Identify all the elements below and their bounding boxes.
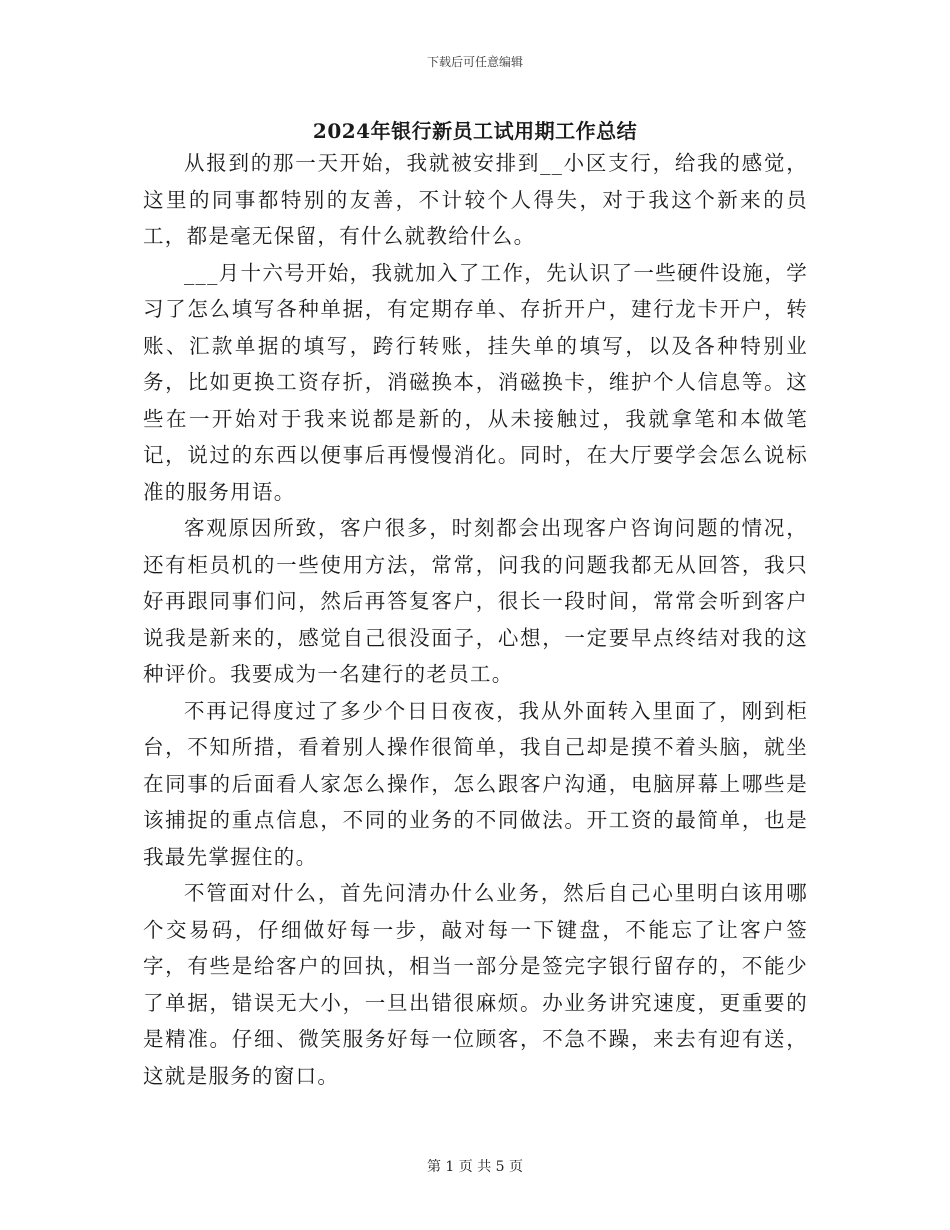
header-note: 下载后可任意编辑 [426, 55, 523, 69]
paragraph: ___月十六号开始，我就加入了工作，先认识了一些硬件设施，学习了怎么填写各种单据，有定期存单、存折开户，建行龙卡开户，转账、汇款单据的填写，跨行转账，挂失单的填写，以及各种特别业务，比如更换工资存折，消磁换本，消磁换卡，维护个人信息等。这些在一开始对于我来说都是新的，从未接触过，我就拿笔和本做笔记，说过的东西以便事后再慢慢消化。同时，在大厅要学会怎么说标准的服务用语。 [143, 260, 808, 504]
page-number: 第 1 页 共 5 页 [426, 1159, 524, 1175]
document-title: 2024年银行新员工试用期工作总结 [312, 119, 638, 143]
paragraph: 不再记得度过了多少个日日夜夜，我从外面转入里面了，刚到柜台，不知所措，看着别人操作很简单，我自己却是摸不着头脑，就坐在同事的后面看人家怎么操作，怎么跟客户沟通，电脑屏幕上哪些是该捕捉的重点信息，不同的业务的不同做法。开工资的最简单，也是我最先掌握住的。 [143, 698, 808, 869]
paragraph: 从报到的那一天开始，我就被安排到__小区支行，给我的感觉，这里的同事都特别的友善，不计较个人得失，对于我这个新来的员工，都是毫无保留，有什么就教给什么。 [143, 151, 808, 248]
document-body [143, 145, 808, 1094]
paragraph: 客观原因所致，客户很多，时刻都会出现客户咨询问题的情况，还有柜员机的一些使用方法，常常，问我的问题我都无从回答，我只好再跟同事们问，然后再答复客户，很长一段时间，常常会听到客户说我是新来的，感觉自己很没面子，心想，一定要早点终结对我的这种评价。我要成为一名建行的老员工。 [143, 516, 808, 686]
paragraph: 不管面对什么，首先问清办什么业务，然后自己心里明白该用哪个交易码，仔细做好每一步，敲对每一下键盘，不能忘了让客户签字，有些是给客户的回执，相当一部分是签完字银行留存的，不能少了单据，错误无大小，一旦出错很麻烦。办业务讲究速度，更重要的是精准。仔细、微笑服务好每一位顾客，不急不躁，来去有迎有送，这就是服务的窗口。 [143, 881, 808, 1088]
